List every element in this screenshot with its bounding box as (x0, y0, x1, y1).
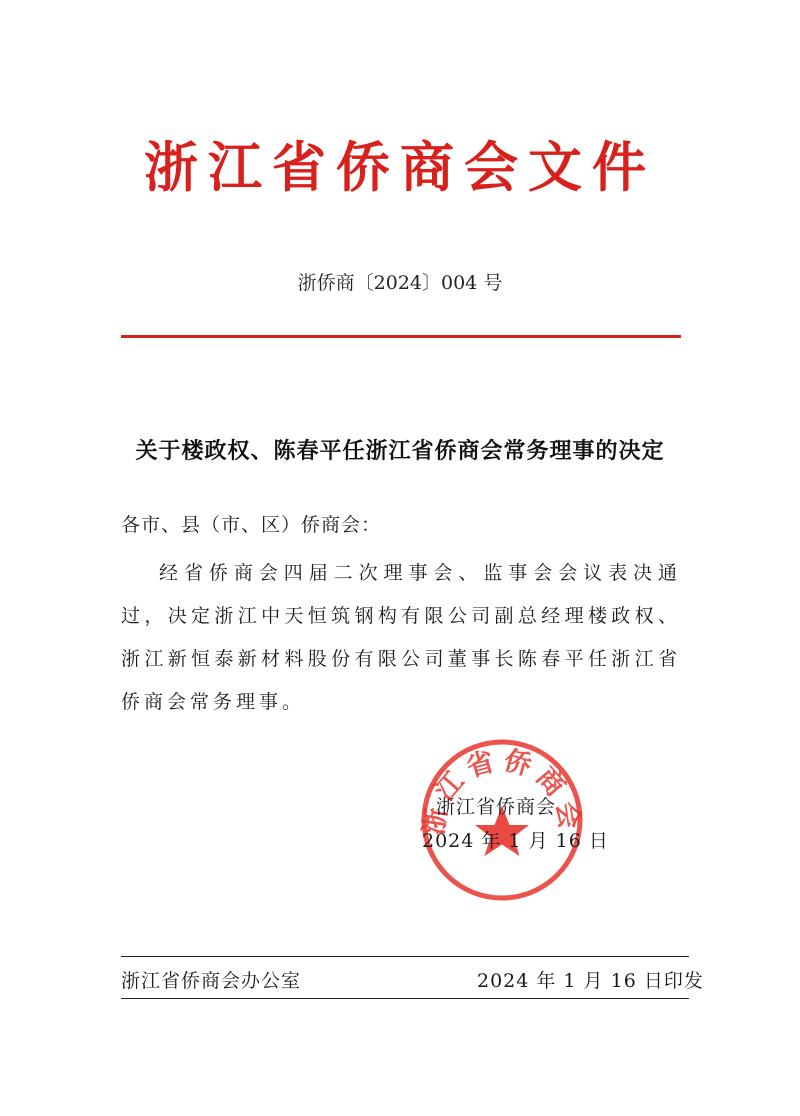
salutation: 各市、县（市、区）侨商会： (121, 514, 382, 536)
red-separator-line (121, 335, 681, 338)
footer-issuer: 浙江省侨商会办公室 (121, 970, 302, 992)
document-header-title: 浙江省侨商会文件 (144, 136, 656, 199)
footer-bottom-rule (121, 998, 689, 999)
official-seal-stamp (418, 736, 586, 904)
signature-date: 2024 年 1 月 16 日 (422, 830, 609, 852)
body-paragraph: 经省侨商会四届二次理事会、监事会会议表决通过，决定浙江中天恒筑钢构有限公司副总经理楼政权、浙江新恒泰新材料股份有限公司董事长陈春平任浙江省侨商会常务理事。 (121, 562, 681, 713)
footer-issue-date: 2024 年 1 月 16 日印发 (477, 970, 704, 992)
signature-org: 浙江省侨商会 (436, 796, 557, 818)
document-number: 浙侨商〔2024〕004 号 (297, 272, 503, 294)
document-title: 关于楼政权、陈春平任浙江省侨商会常务理事的决定 (135, 438, 665, 464)
seal-text: 浙江省侨商会 (418, 744, 586, 837)
footer-top-rule (121, 956, 689, 957)
